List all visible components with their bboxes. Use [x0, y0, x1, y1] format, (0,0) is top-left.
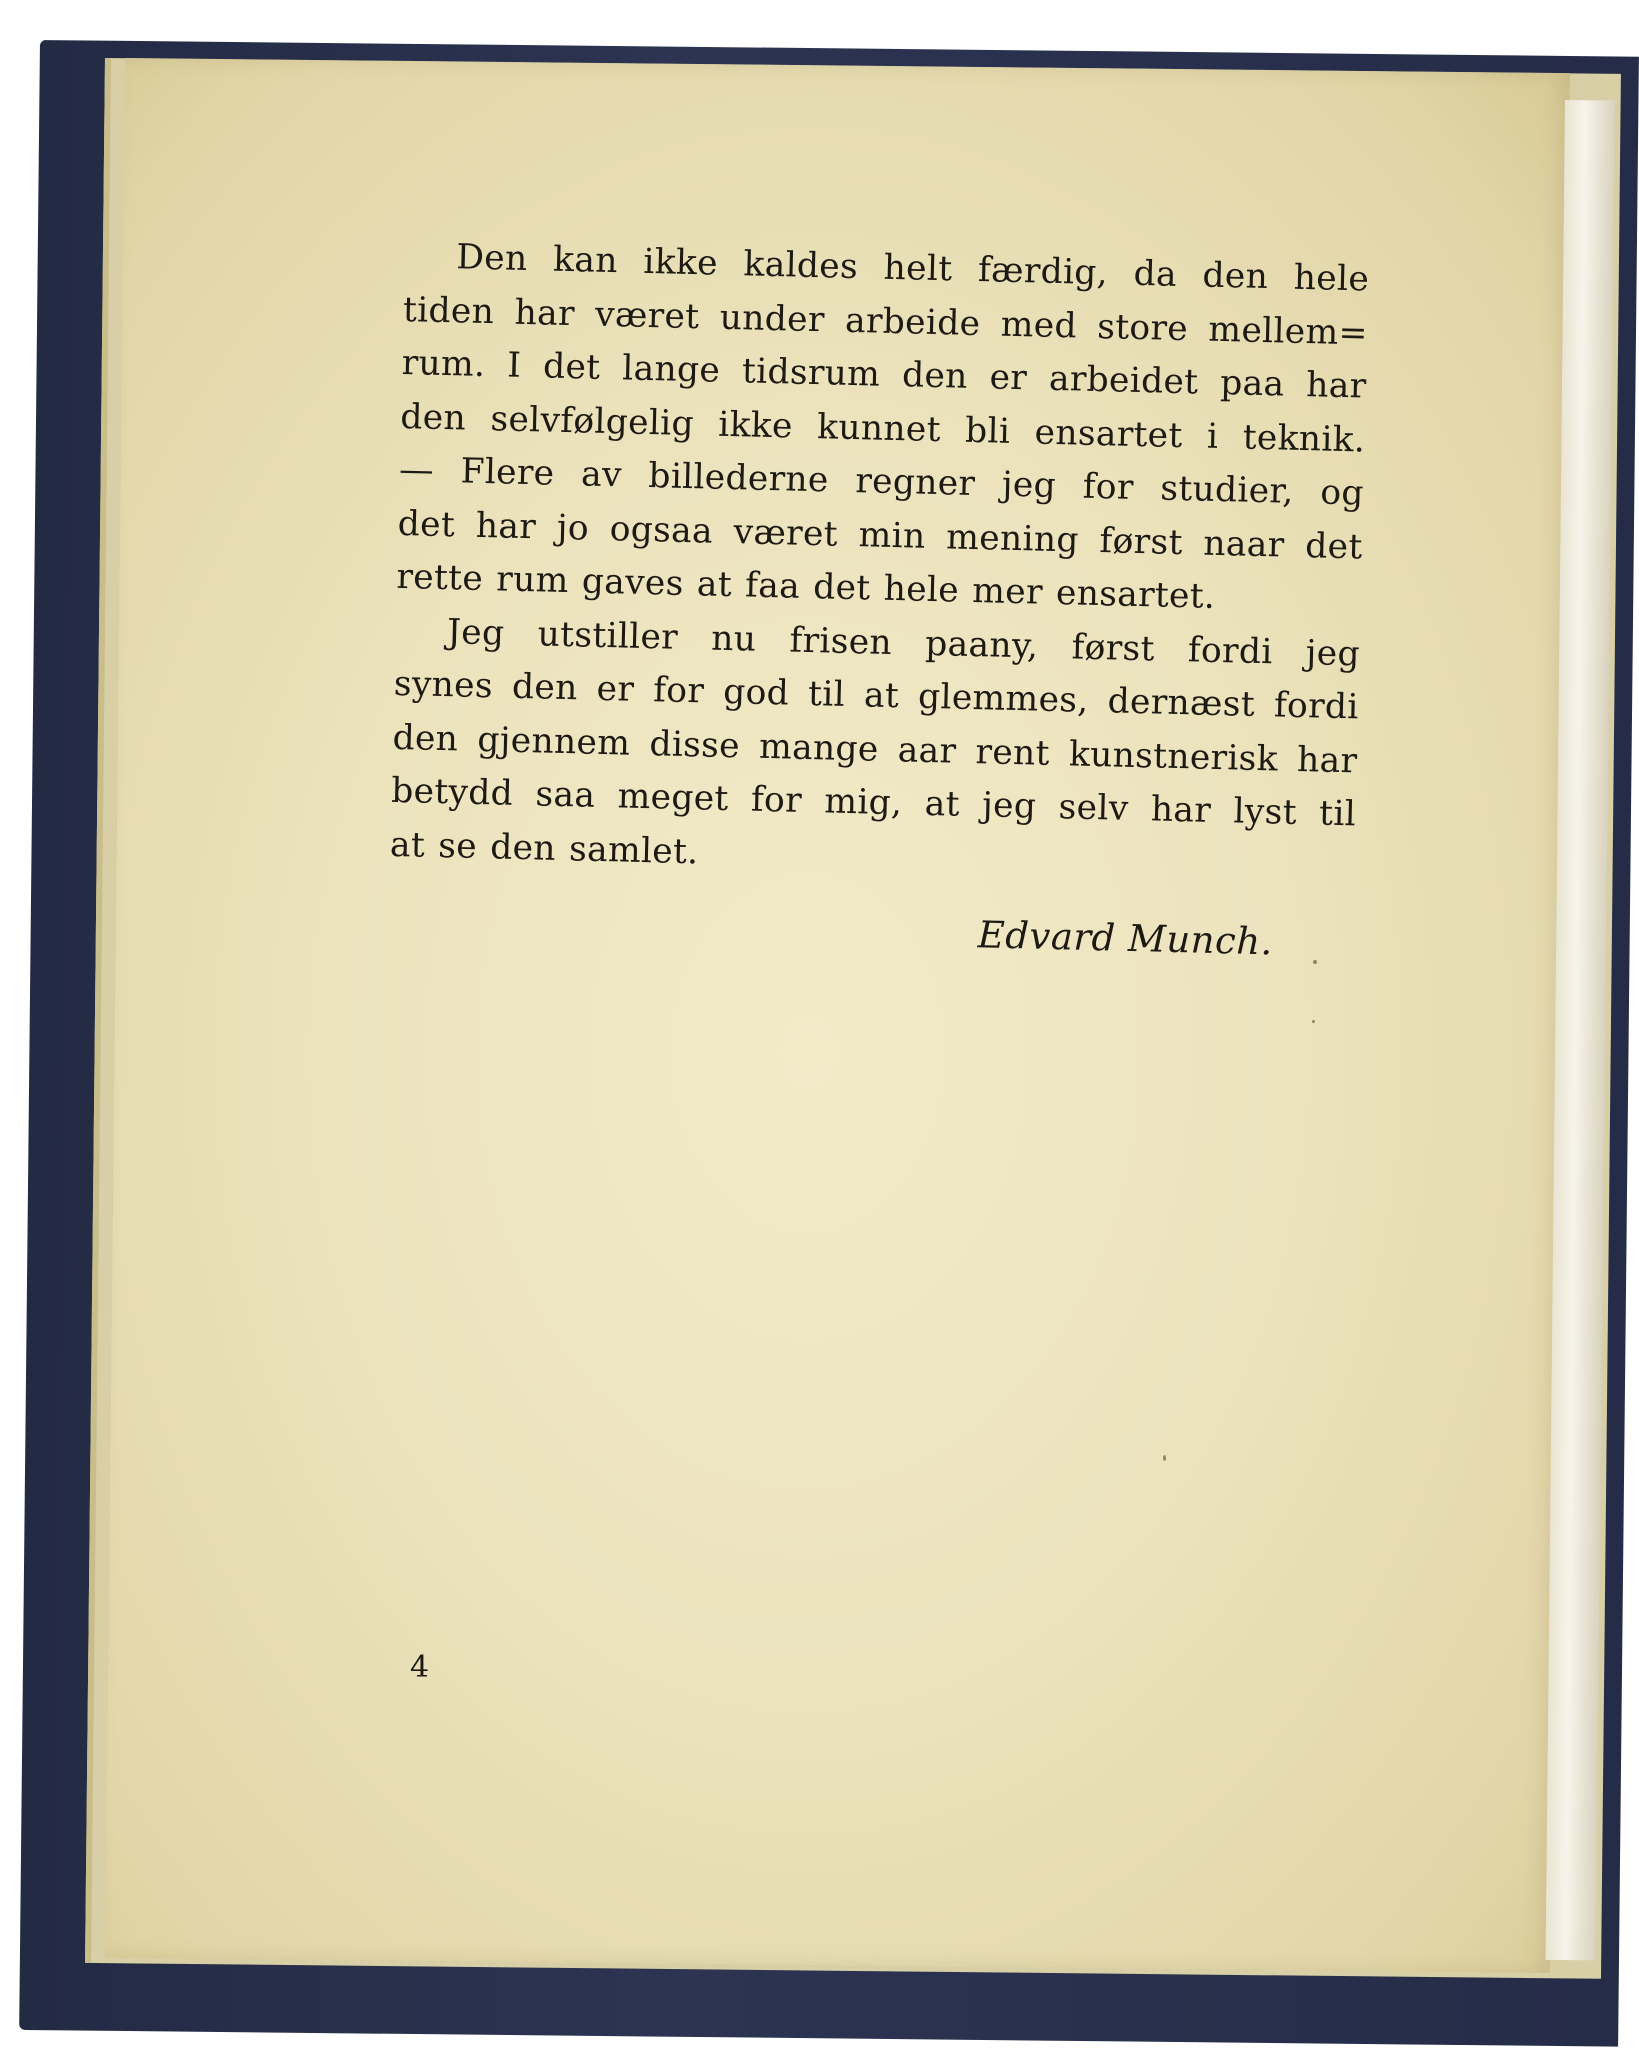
- text-line: betydd saa meget for mig, at jeg selv har lyst til: [390, 770, 1357, 835]
- page-number: 4: [410, 1650, 430, 1685]
- text-line: den gjennem disse mange aar rent kunstnerisk har: [392, 717, 1358, 781]
- text-line: Den kan ikke kaldes helt færdig, da den hele: [455, 237, 1370, 300]
- signature: Edvard Munch.: [977, 913, 1274, 964]
- paper-speck: [1313, 960, 1317, 964]
- paper-speck: [1163, 1455, 1166, 1461]
- text-line: synes den er for god til at glemmes, dernæst fordi: [393, 663, 1360, 728]
- paragraph-1: [396, 230, 1370, 628]
- text-line: at se den samlet.: [389, 824, 699, 872]
- text-line: — Flere av billederne regner jeg for studier, og: [398, 449, 1365, 514]
- body-text: [387, 230, 1369, 971]
- paragraph-2: [389, 604, 1360, 895]
- text-line: det har jo ogsaa været min mening først naar det: [397, 503, 1364, 567]
- paper-speck: [1312, 1020, 1315, 1023]
- text-line: rette rum gaves at faa det hele mer ensartet.: [396, 556, 1216, 617]
- text-line: den selvfølgelig ikke kunnet bli ensartet i teknik.: [399, 396, 1366, 461]
- text-line: tiden har været under arbeide med store mellem=: [402, 289, 1369, 354]
- text-line: rum. I det lange tidsrum den er arbeidet paa har: [401, 342, 1367, 407]
- text-line: Jeg utstiller nu frisen paany, først fordi jeg: [446, 611, 1361, 674]
